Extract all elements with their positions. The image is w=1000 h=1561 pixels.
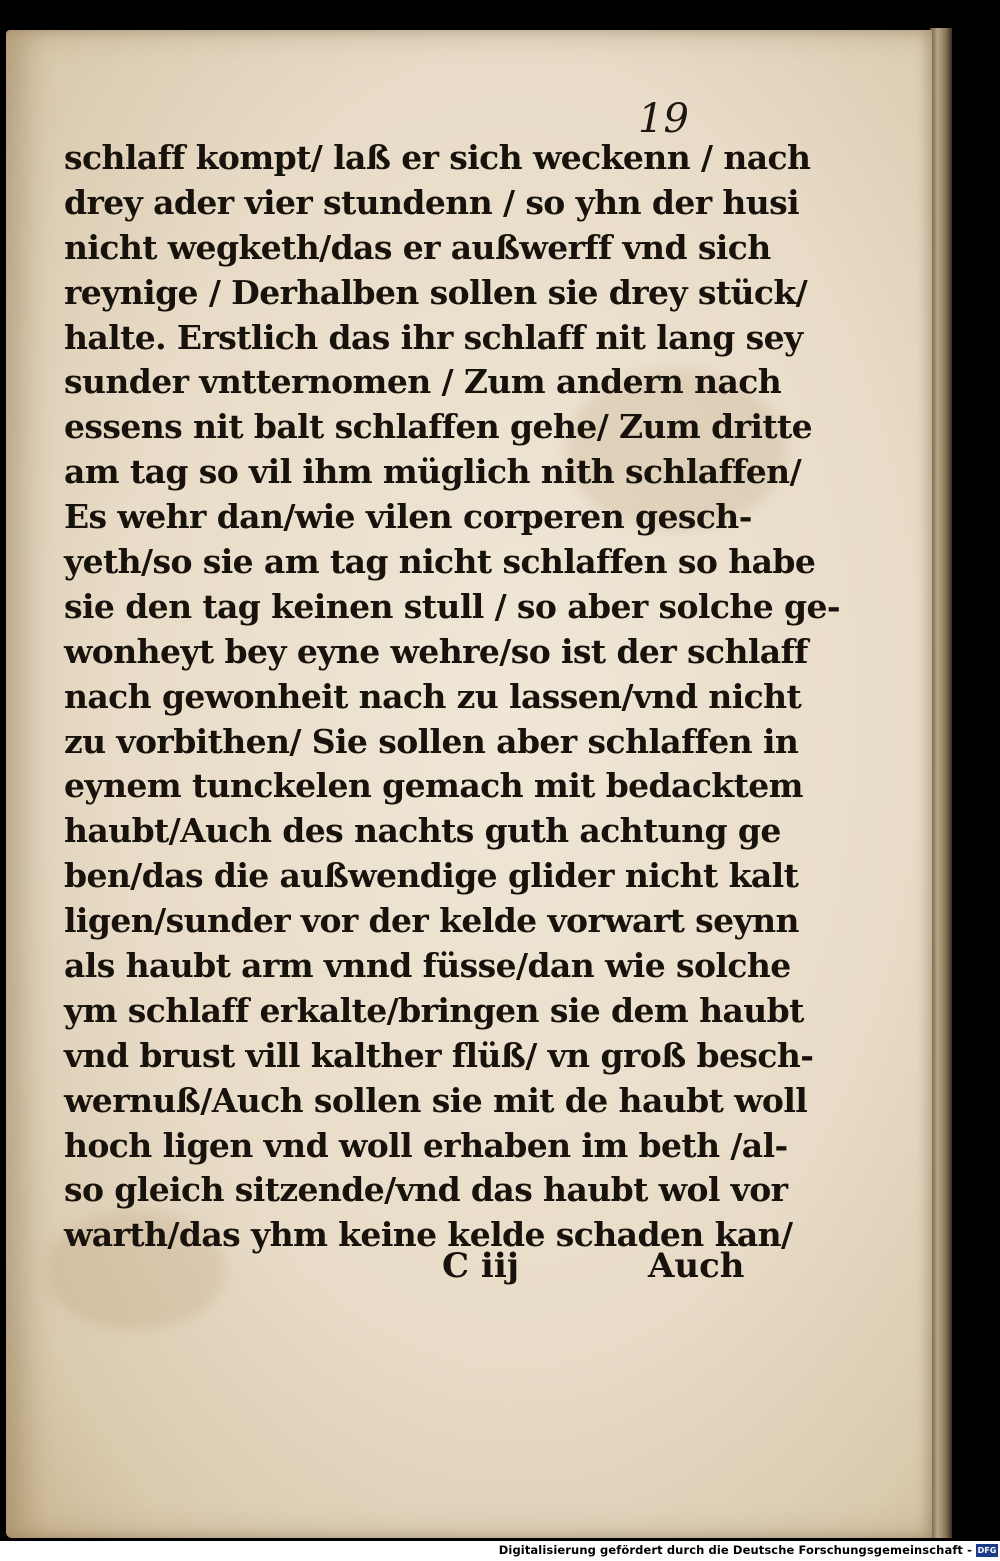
text-line: warth/das yhm keine kelde schaden kan/: [64, 1215, 793, 1255]
text-line: sie den tag keinen stull / so aber solche ge-: [64, 586, 840, 626]
text-line: essens nit balt schlaffen gehe/ Zum dritte: [64, 407, 813, 447]
text-line: Es wehr dan/wie vilen corperen gesch-: [64, 497, 752, 537]
text-line: hoch ligen vnd woll erhaben im beth /al-: [64, 1125, 788, 1165]
signature-mark: C iij: [442, 1246, 520, 1286]
text-line: nach gewonheit nach zu lassen/vnd nicht: [64, 676, 802, 716]
text-line: als haubt arm vnnd füsse/dan wie solche: [64, 946, 791, 986]
text-line: ym schlaff erkalte/bringen sie dem haubt: [64, 990, 804, 1030]
page-edge: [930, 28, 952, 1538]
footer-bar: [0, 1541, 1000, 1561]
text-line: zu vorbithen/ Sie sollen aber schlaffen in: [64, 721, 799, 761]
text-line: reynige / Derhalben sollen sie drey stück/: [64, 272, 808, 312]
text-block: [64, 136, 840, 1258]
text-line: haubt/Auch des nachts guth achtung ge: [64, 811, 781, 851]
text-line: ligen/sunder vor der kelde vorwart seynn: [64, 901, 799, 941]
text-line: halte. Erstlich das ihr schlaff nit lang sey: [64, 317, 803, 357]
text-line: wonheyt bey eyne wehre/so ist der schlaff: [64, 631, 808, 671]
text-line: am tag so vil ihm müglich nith schlaffen/: [64, 452, 802, 492]
dfg-logo: DFG: [977, 1546, 997, 1555]
text-line: drey ader vier stundenn / so yhn der husi: [64, 182, 800, 222]
text-line: wernuß/Auch sollen sie mit de haubt woll: [64, 1080, 808, 1120]
catchword: Auch: [648, 1246, 745, 1286]
catchline: [0, 1246, 1000, 1296]
text-line: so gleich sitzende/vnd das haubt wol vor: [64, 1170, 788, 1210]
text-line: ben/das die außwendige glider nicht kalt: [64, 856, 799, 896]
text-line: schlaff kompt/ laß er sich weckenn / nach: [64, 138, 811, 177]
text-line: vnd brust vill kalther flüß/ vn groß besch-: [64, 1035, 814, 1075]
text-line: nicht wegketh/das er außwerff vnd sich: [64, 227, 771, 267]
text-line: yeth/so sie am tag nicht schlaffen so habe: [64, 542, 816, 582]
text-line: eynem tunckelen gemach mit bedacktem: [64, 766, 803, 806]
folio-number: 19: [638, 96, 689, 142]
text-line: sunder vntternomen / Zum andern nach: [64, 362, 782, 402]
funding-notice: Digitalisierung gefördert durch die Deutsche Forschungsgemeinschaft -: [498, 1543, 972, 1557]
